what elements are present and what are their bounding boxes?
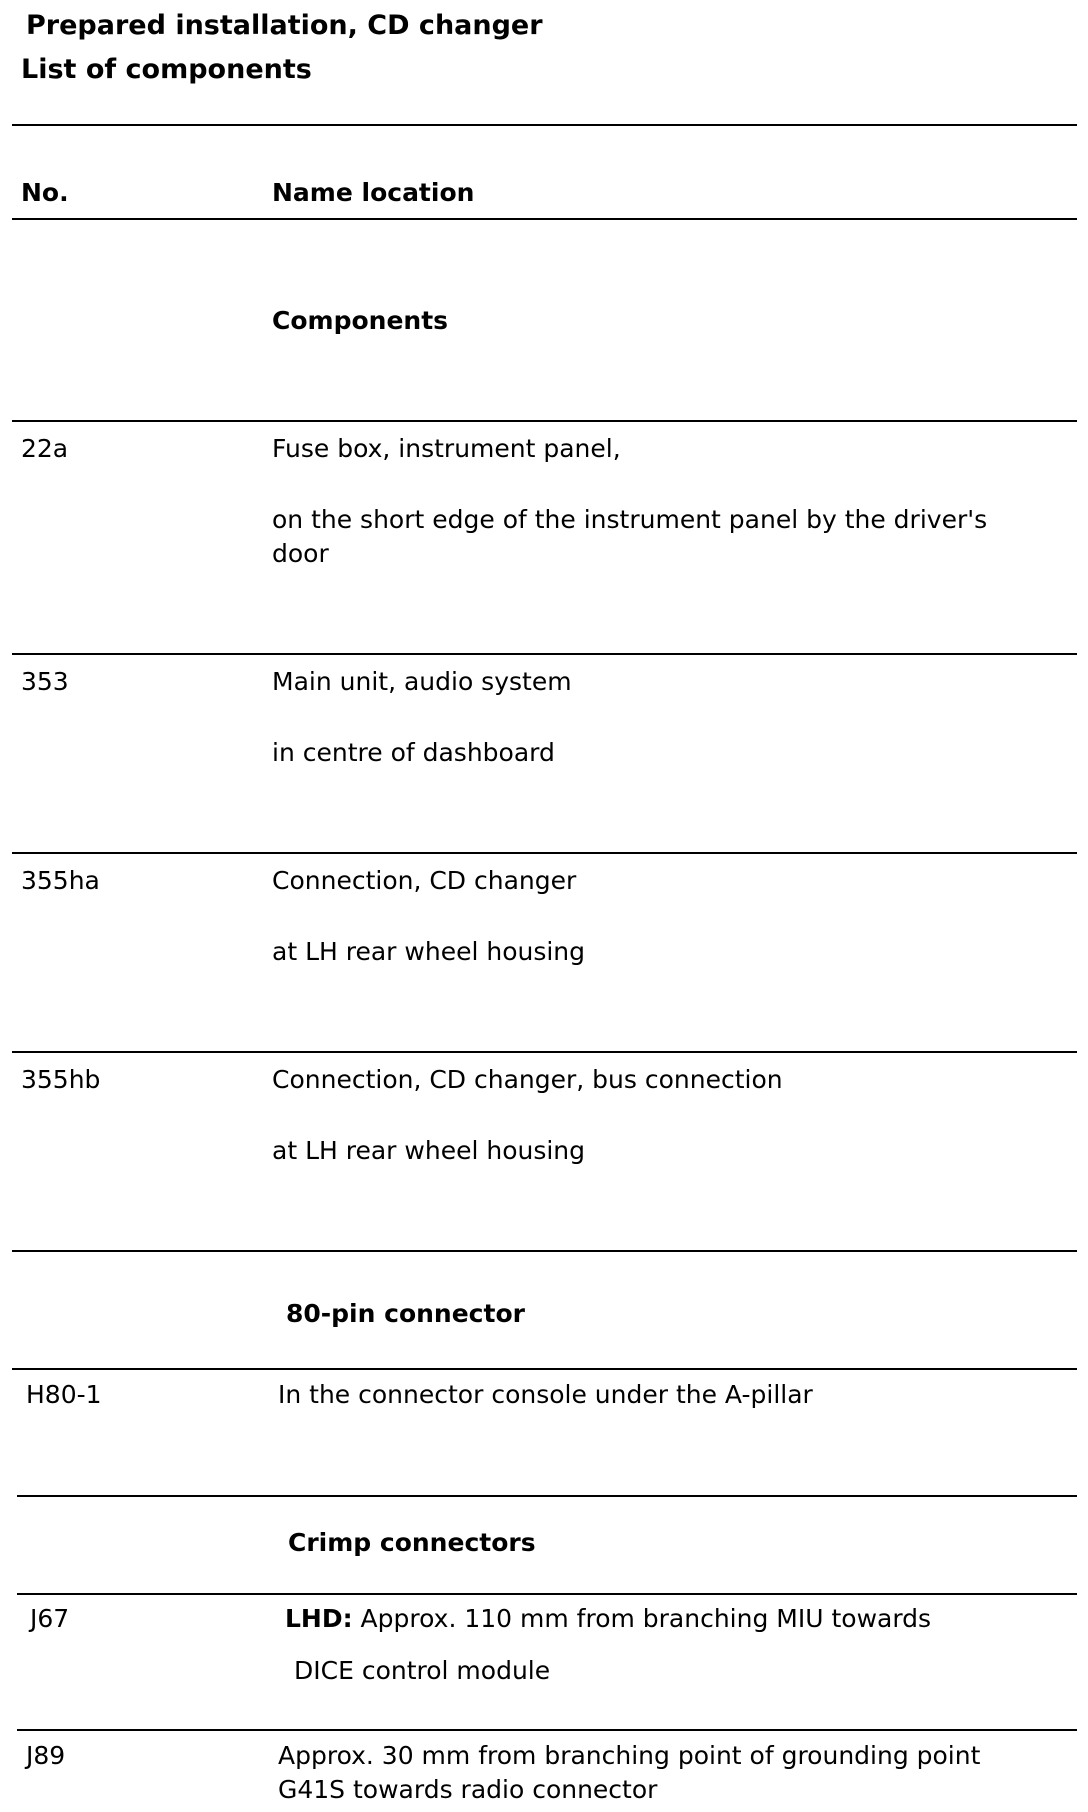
divider — [12, 420, 1077, 422]
document-subtitle: List of components — [21, 54, 312, 85]
row-location: Approx. 30 mm from branching point of grounding point — [278, 1741, 981, 1770]
divider — [17, 1729, 1077, 1731]
row-number: 22a — [21, 434, 69, 463]
row-location-continued: G41S towards radio connector — [278, 1775, 658, 1804]
document-title: Prepared installation, CD changer — [26, 10, 543, 41]
row-location: at LH rear wheel housing — [272, 937, 586, 966]
divider — [12, 1250, 1077, 1252]
section-heading-80pin: 80-pin connector — [286, 1299, 525, 1328]
row-name: Main unit, audio system — [272, 667, 572, 696]
row-number: 355ha — [21, 866, 100, 895]
row-number: J89 — [26, 1741, 66, 1770]
divider — [12, 218, 1077, 220]
row-location: In the connector console under the A-pillar — [278, 1380, 813, 1409]
row-number: H80-1 — [26, 1380, 102, 1409]
row-number: J67 — [30, 1604, 70, 1633]
divider — [12, 1368, 1077, 1370]
section-heading-components: Components — [272, 306, 449, 335]
column-header-no: No. — [21, 178, 69, 207]
row-location-continued: door — [272, 539, 329, 568]
row-number: 355hb — [21, 1065, 101, 1094]
divider — [12, 124, 1077, 126]
divider — [12, 1051, 1077, 1053]
divider — [17, 1495, 1077, 1497]
divider — [17, 1593, 1077, 1595]
divider — [12, 852, 1077, 854]
row-number: 353 — [21, 667, 69, 696]
column-header-name: Name location — [272, 178, 475, 207]
divider — [12, 653, 1077, 655]
row-location: on the short edge of the instrument panel by the driver's — [272, 505, 988, 534]
lhd-label: LHD: — [285, 1604, 353, 1633]
row-name: Fuse box, instrument panel, — [272, 434, 621, 463]
section-heading-crimp: Crimp connectors — [288, 1528, 536, 1557]
row-location: in centre of dashboard — [272, 738, 555, 767]
row-location-text: Approx. 110 mm from branching MIU towards — [352, 1604, 932, 1633]
row-name: Connection, CD changer — [272, 866, 577, 895]
row-location-continued: DICE control module — [294, 1656, 551, 1685]
row-location: at LH rear wheel housing — [272, 1136, 586, 1165]
row-location — [285, 1604, 931, 1634]
row-name: Connection, CD changer, bus connection — [272, 1065, 783, 1094]
